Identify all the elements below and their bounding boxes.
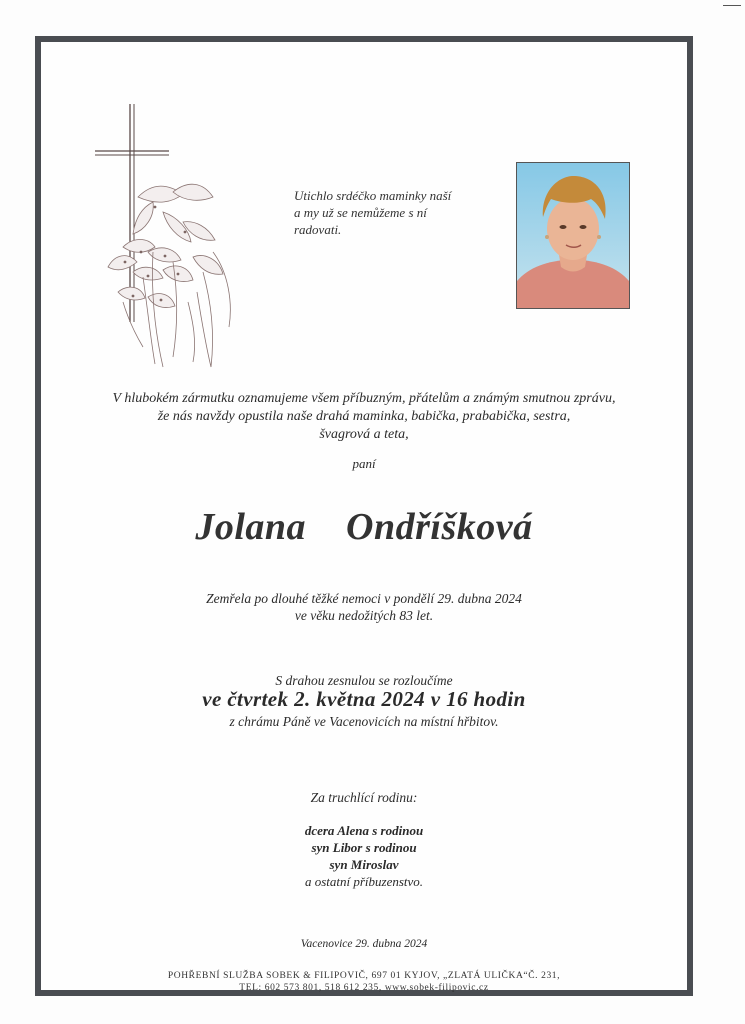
place-date: Vacenovice 29. dubna 2024 xyxy=(300,938,428,950)
cross-with-lilies-icon xyxy=(93,102,243,372)
funeral-service-footer xyxy=(41,970,687,994)
farewell-intro: S drahou zesnulou se rozloučíme xyxy=(275,673,453,688)
mourner-extra: a ostatní příbuzenstvo. xyxy=(304,874,424,889)
corner-mark xyxy=(723,5,741,6)
mourner-item: syn Libor s rodinou xyxy=(311,840,417,855)
death-notice-line: ve věku nedožitých 83 let. xyxy=(294,608,434,623)
mourners-label: Za truchlící rodinu: xyxy=(310,790,418,805)
death-notice xyxy=(41,590,687,624)
mourner-item: syn Miroslav xyxy=(329,857,399,872)
announcement-line: V hlubokém zármutku oznamujeme všem příbuzným, přátelům a známým smutnou zprávu, xyxy=(112,391,616,406)
announcement-line: švagrová a teta, xyxy=(319,427,409,442)
mourners-list xyxy=(41,822,687,890)
mourner-item: dcera Alena s rodinou xyxy=(304,823,424,838)
memorial-verse xyxy=(294,187,494,238)
portrait-photo xyxy=(516,162,630,309)
obituary-card xyxy=(35,36,693,996)
death-notice-line: Zemřela po dlouhé těžké nemoci v pondělí 29. dubna 2024 xyxy=(206,591,522,606)
salutation: paní xyxy=(352,456,376,471)
verse-line: a my už se nemůžeme s ní xyxy=(294,205,427,220)
footer-contact: TEL: 602 573 801, 518 612 235, www.sobek-filipovic.cz xyxy=(239,983,489,993)
deceased-name: Jolana Ondříšková xyxy=(195,506,533,548)
announcement xyxy=(41,390,687,444)
verse-line: radovati. xyxy=(294,222,342,237)
verse-line: Utichlo srdéčko maminky naší xyxy=(294,188,452,203)
farewell-date: ve čtvrtek 2. května 2024 v 16 hodin xyxy=(202,687,526,711)
announcement-line: že nás navždy opustila naše drahá maminka, babička, prababička, sestra, xyxy=(157,409,571,424)
footer-address: POHŘEBNÍ SLUŽBA SOBEK & FILIPOVIČ, 697 01 KYJOV, „ZLATÁ ULIČKA“Č. 231, xyxy=(167,971,561,981)
farewell-place: z chrámu Páně ve Vacenovicích na místní hřbitov. xyxy=(229,714,499,729)
